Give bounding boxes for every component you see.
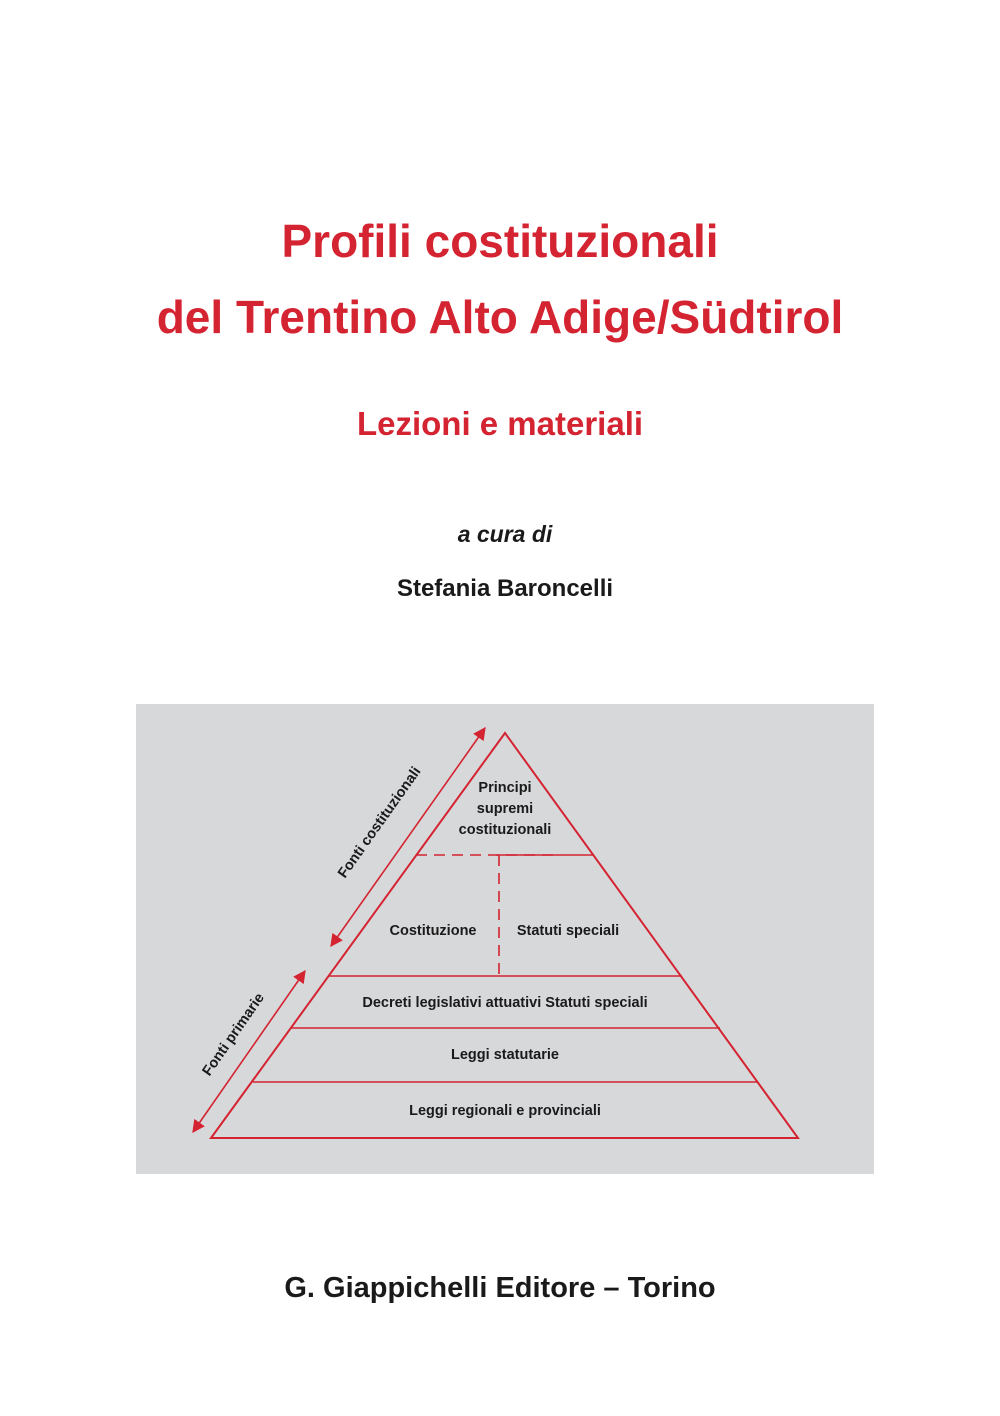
apex-label-line-1: Principi — [478, 780, 532, 796]
axis-primary-arrow — [193, 971, 305, 1132]
apex-label-line-3: costituzionali — [458, 822, 552, 838]
title-line-1: Profili costituzionali — [281, 215, 719, 267]
level-label-regional-laws: Leggi regionali e provinciali — [409, 1103, 601, 1119]
curator-intro: a cura di — [457, 521, 553, 547]
special-statutes-label: Statuti speciali — [516, 923, 620, 939]
pyramid-svg — [136, 704, 874, 1174]
axis-constitutional-label: Fonti costituzionali — [335, 764, 425, 882]
subtitle: Lezioni e materiali — [356, 405, 644, 442]
publisher: G. Giappichelli Editore – Torino — [284, 1272, 716, 1304]
sources-pyramid-diagram — [136, 704, 874, 1174]
level-label-decrees: Decreti legislativi attuativi Statuti speciali — [362, 995, 648, 1011]
title-line-2: del Trentino Alto Adige/Südtirol — [156, 291, 844, 343]
apex-label-line-2: supremi — [476, 801, 534, 817]
constitution-label: Costituzione — [389, 923, 477, 939]
level-label-statutory-laws: Leggi statutarie — [451, 1047, 559, 1063]
curator-name: Stefania Baroncelli — [396, 575, 614, 602]
axis-primary-label: Fonti primarie — [199, 990, 268, 1079]
